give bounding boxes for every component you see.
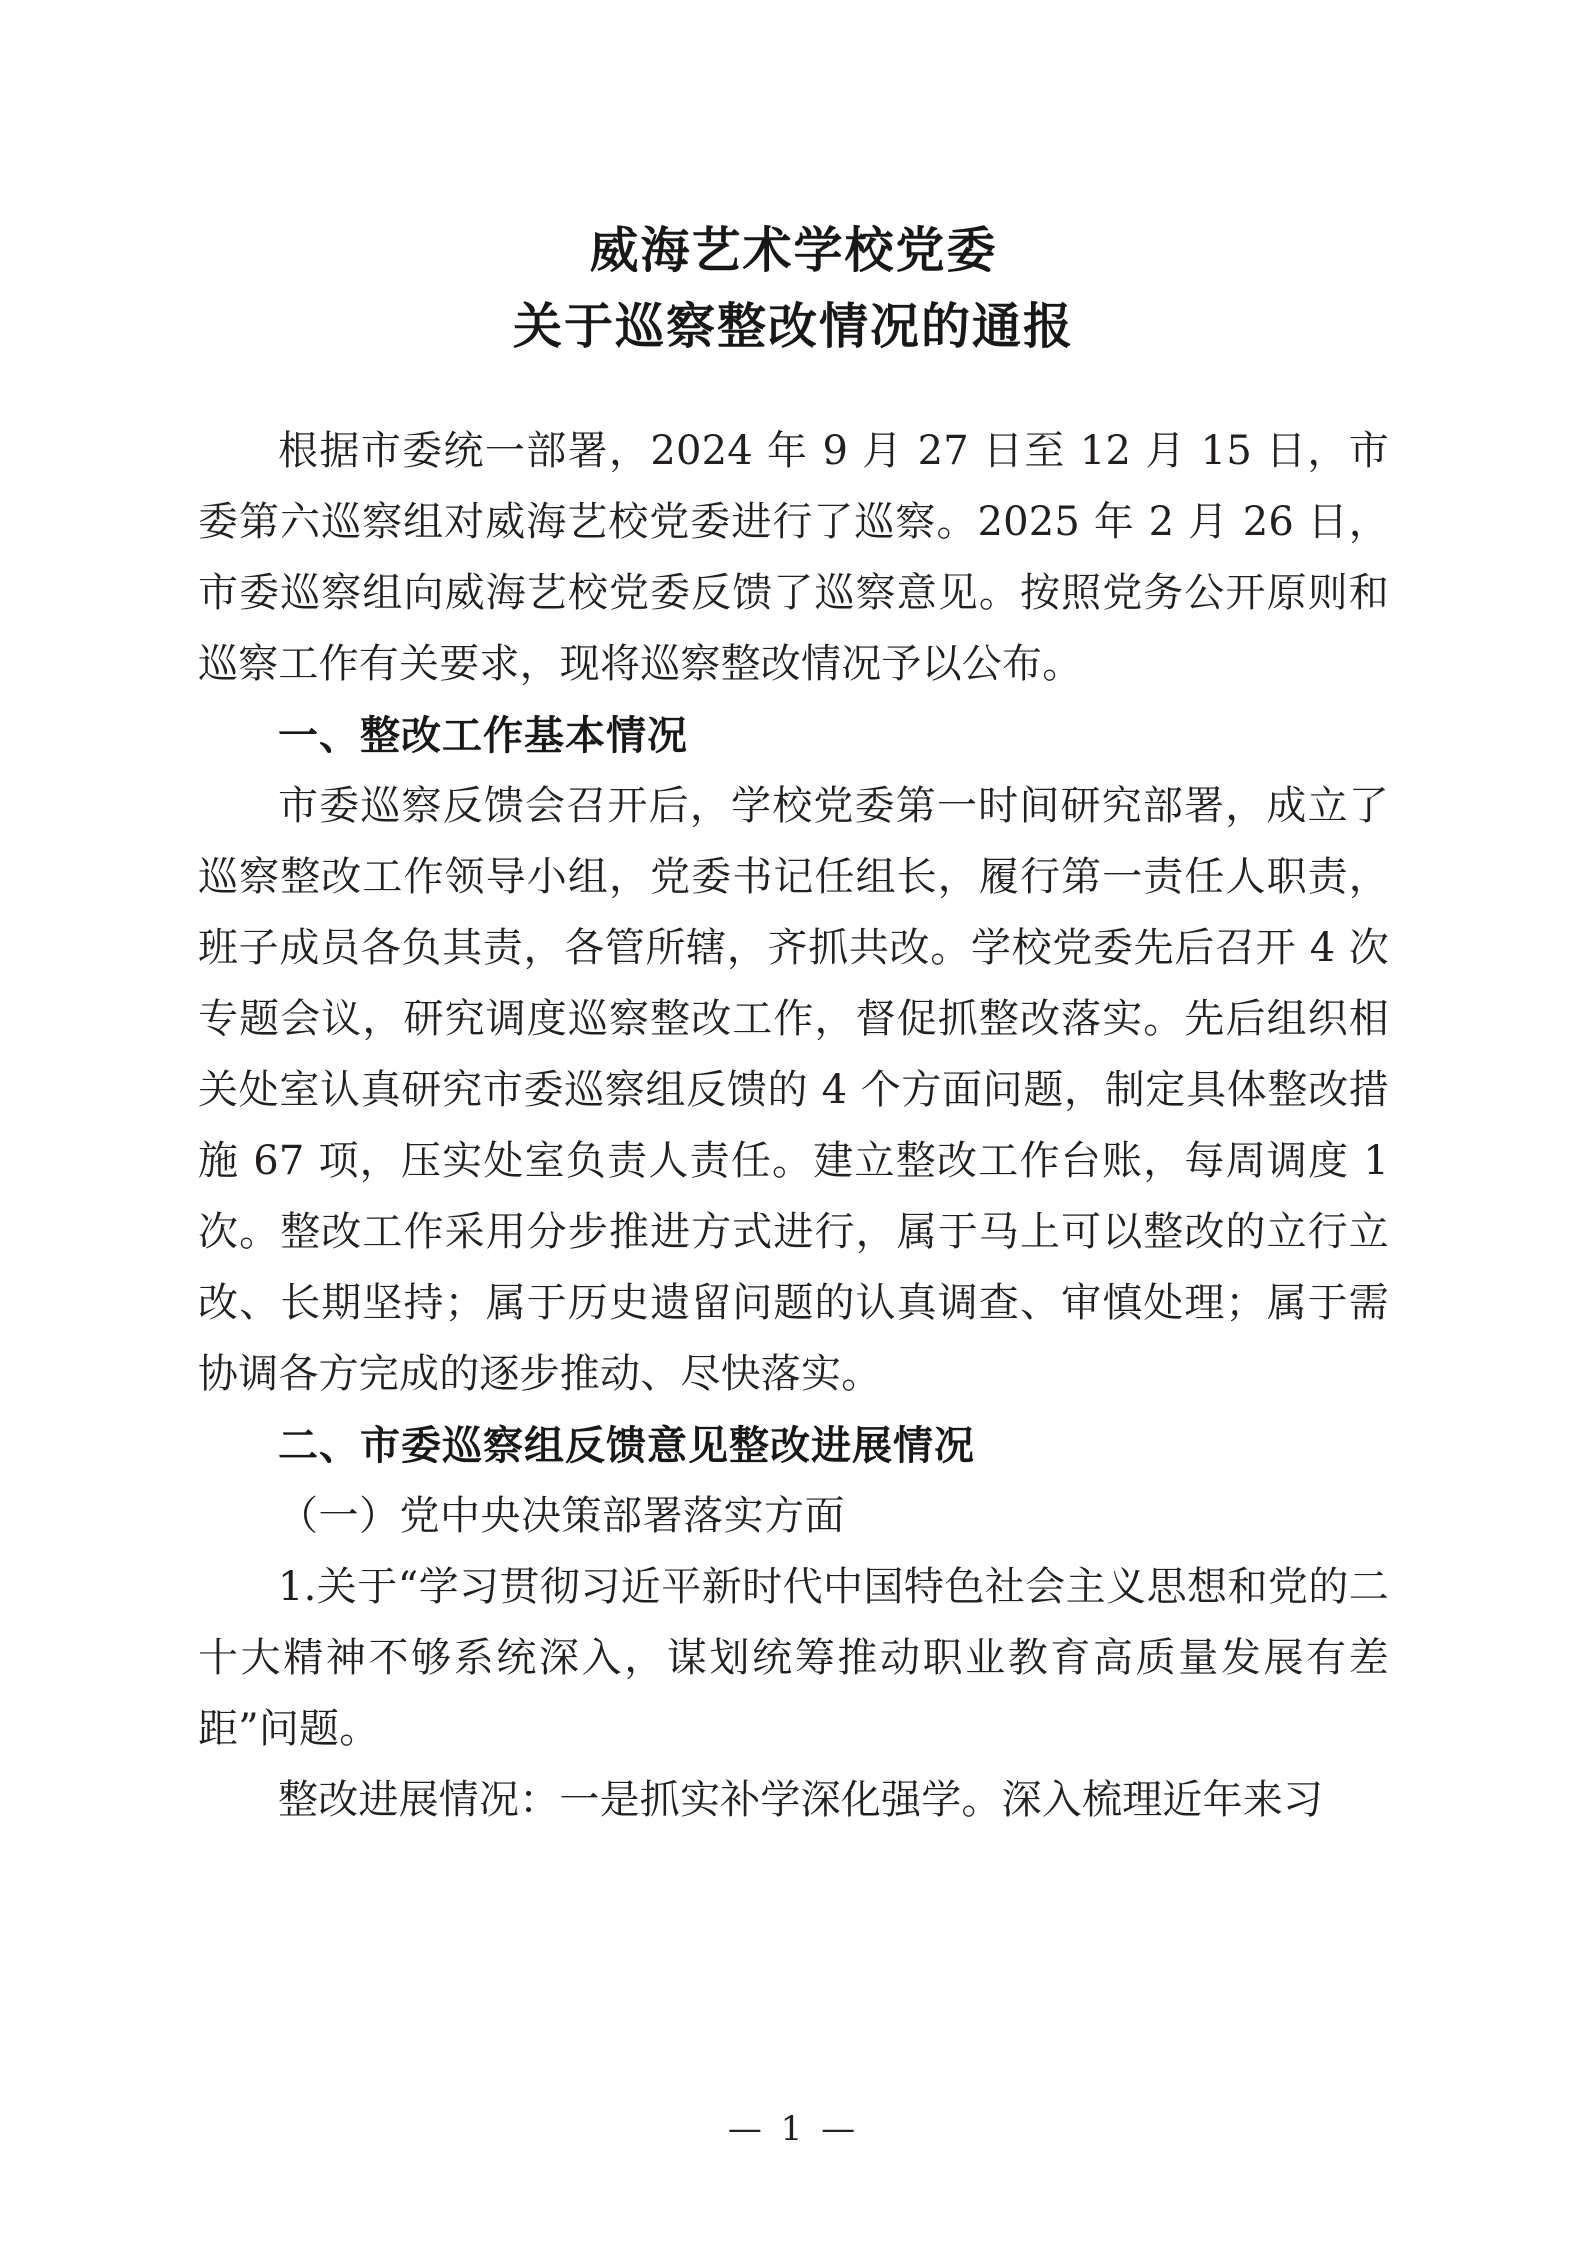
paragraph-intro: 根据市委统一部署，2024 年 9 月 27 日至 12 月 15 日，市委第六巡察组对威海艺校党委进行了巡察。2025 年 2 月 26 日，市委巡察组向威海艺校党委反馈了巡察意见。按照党务公开原则和巡察工作有关要求，现将巡察整改情况予以公布。 [198,428,1389,687]
section-heading-2: 二、市委巡察组反馈意见整改进展情况 [278,1422,975,1469]
paragraph-item-1-progress: 整改进展情况：一是抓实补学深化强学。深入梳理近年来习 [278,1777,1324,1823]
document-body [198,416,1389,1836]
page-number: — 1 — [727,2109,860,2149]
paragraph-item-1: 1.关于“学习贯彻习近平新时代中国特色社会主义思想和党的二十大精神不够系统深入，谋划统筹推动职业教育高质量发展有差距”问题。 [198,1564,1389,1752]
title-line-2: 关于巡察整改情况的通报 [512,297,1074,355]
subsection-heading-1: （一）党中央决策部署落实方面 [278,1493,845,1539]
document-title [198,0,1389,364]
title-line-1: 威海艺术学校党委 [589,221,998,279]
section-heading-1: 一、整改工作基本情况 [278,712,688,759]
paragraph-section-1-body: 市委巡察反馈会召开后，学校党委第一时间研究部署，成立了巡察整改工作领导小组，党委书记任组长，履行第一责任人职责，班子成员各负其责，各管所辖，齐抓共改。学校党委先后召开 4 次专题会议，研究调度巡察整改工作，督促抓整改落实。先后组织相关处室认真研究市委巡察组反馈的 4 个方面问题，制定具体整改措施 67 项，压实处室负责人责任。建立整改工作台账，每周调度 1 次。整改工作采用分步推进方式进行，属于马上可以整改的立行立改、长期坚持；属于历史遗留问题的认真调查、审慎处理；属于需协调各方完成的逐步推动、尽快落实。 [198,783,1389,1397]
